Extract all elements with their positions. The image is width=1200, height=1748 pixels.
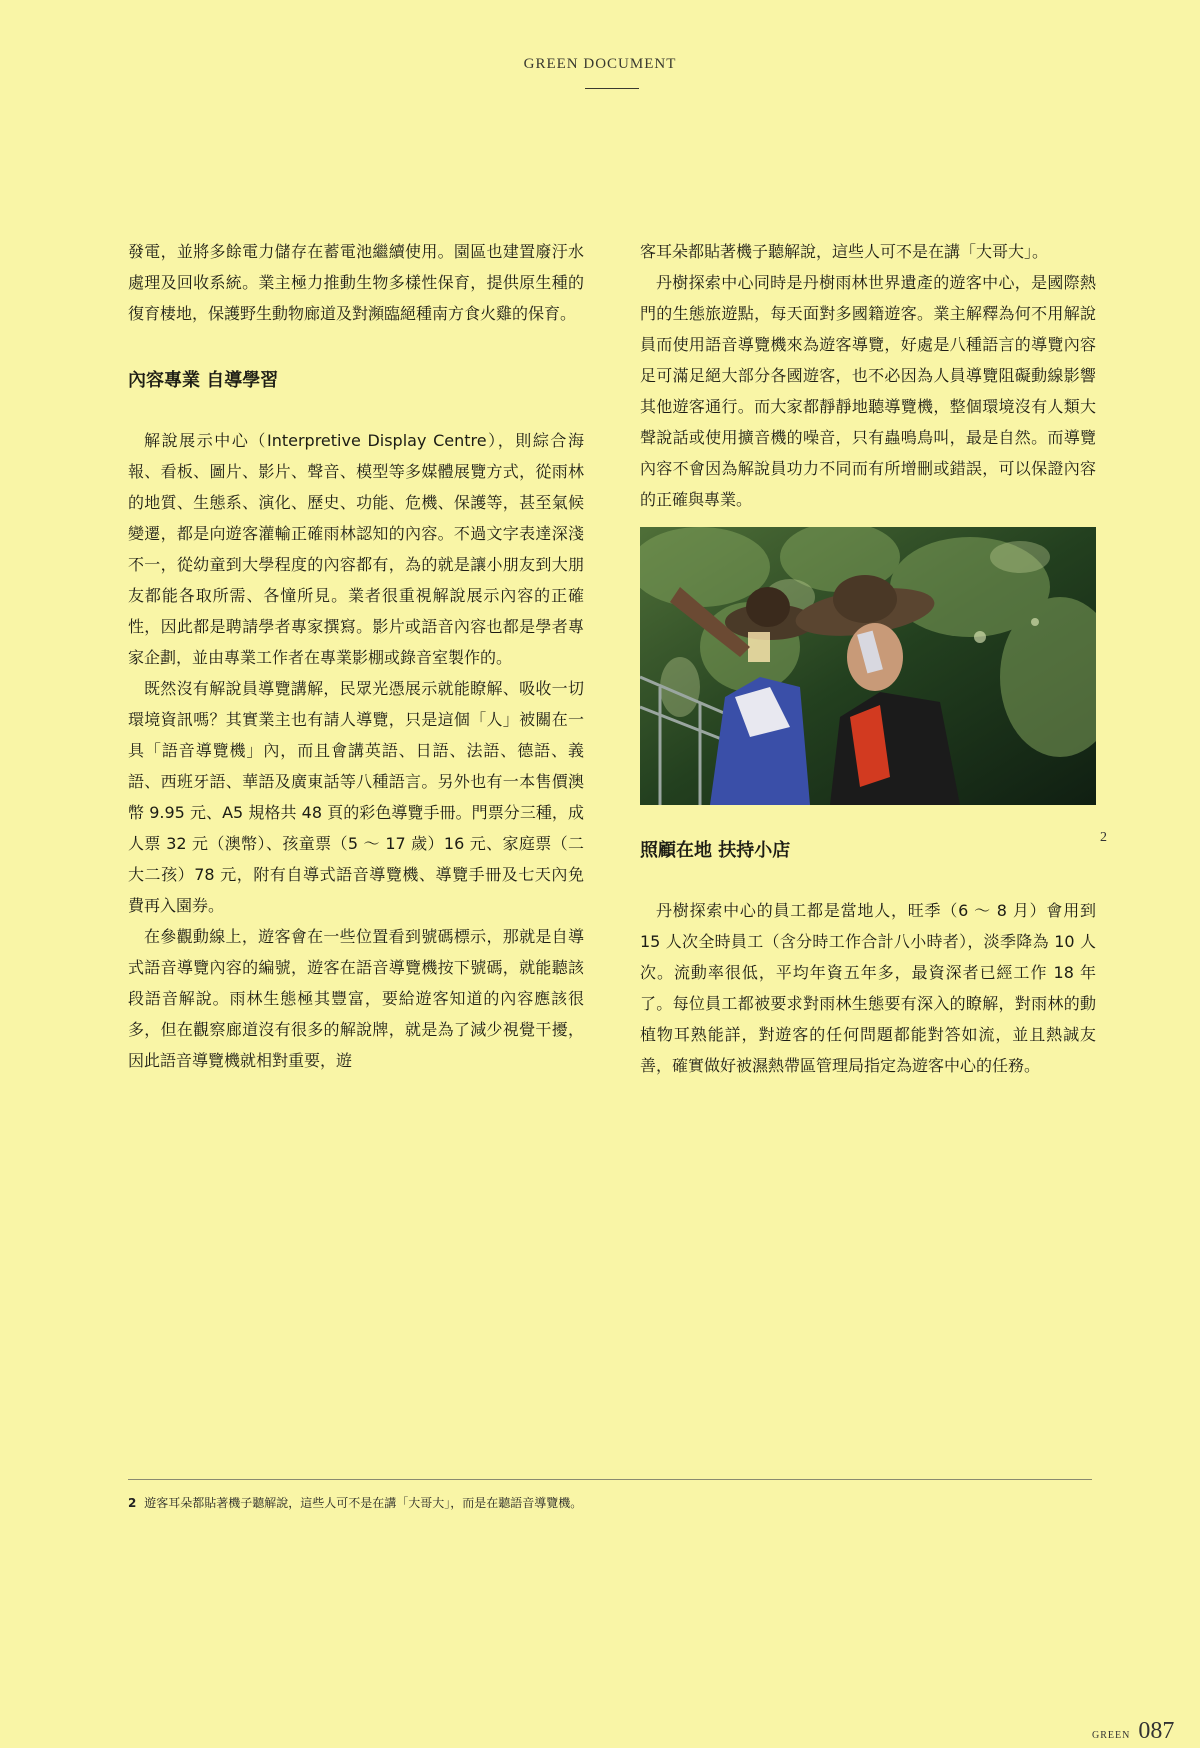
left-paragraph-4: 在參觀動線上，遊客會在一些位置看到號碼標示，那就是自導式語音導覽內容的編號，遊客在語音導覽機按下號碼，就能聽該段語音解說。雨林生態極其豐富，要給遊客知道的內容應該很多，但在觀察廊道沒有很多的解說牌，就是為了減少視覺干擾，因此語音導覽機就相對重要，遊 <box>128 927 584 1070</box>
folio-brand: GREEN <box>1092 1730 1131 1741</box>
caption-text: 遊客耳朵都貼著機子聽解說，這些人可不是在講「大哥大」，而是在聽語音導覽機。 <box>144 1496 583 1510</box>
right-column <box>640 236 1096 1081</box>
running-title-rule <box>585 88 639 89</box>
photo-caption <box>128 1494 1092 1511</box>
page-number: 087 <box>1138 1718 1175 1744</box>
caption-rule <box>128 1479 1092 1480</box>
caption-number: 2 <box>128 1496 137 1510</box>
right-paragraph-1: 客耳朵都貼著機子聽解說，這些人可不是在講「大哥大」。 <box>640 242 1049 261</box>
section-heading-2: 照顧在地 扶持小店 <box>640 840 791 861</box>
photo-illustration <box>640 527 1096 805</box>
left-paragraph-3: 既然沒有解說員導覽講解，民眾光憑展示就能瞭解、吸收一切環境資訊嗎？其實業主也有請人導覽，只是這個「人」被關在一具「語音導覽機」內，而且會講英語、日語、法語、德語、義語、西班牙語、華語及廣東話等八種語言。另外也有一本售價澳幣 9.95 元、A5 規格共 48 頁的彩色導覽手冊。門票分三種，成人票 32 元（澳幣）、孩童票（5 ～ 17 歲）16 元、家庭票（二大二孩）78 元，附有自導式語音導覽機、導覽手冊及七天內免費再入園券。 <box>128 679 584 915</box>
photo-number: 2 <box>1100 830 1107 845</box>
section-heading-1: 內容專業 自導學習 <box>128 370 279 391</box>
running-title: GREEN DOCUMENT <box>523 56 677 72</box>
left-column <box>128 236 584 1076</box>
rainforest-visitors-photo <box>640 527 1096 805</box>
right-paragraph-2: 丹樹探索中心同時是丹樹雨林世界遺產的遊客中心，是國際熱門的生態旅遊點，每天面對多國籍遊客。業主解釋為何不用解說員而使用語音導覽機來為遊客導覽，好處是八種語言的導覽內容足可滿足絕大部分各國遊客，也不必因為人員導覽阻礙動線影響其他遊客通行。而大家都靜靜地聽導覽機，整個環境沒有人類大聲說話或使用擴音機的噪音，只有蟲鳴鳥叫，最是自然。而導覽內容不會因為解說員功力不同而有所增刪或錯誤，可以保證內容的正確與專業。 <box>640 273 1096 509</box>
right-paragraph-3: 丹樹探索中心的員工都是當地人，旺季（6 ～ 8 月）會用到 15 人次全時員工（含分時工作合計八小時者），淡季降為 10 人次。流動率很低，平均年資五年多，最資深者已經工作 18 年了。每位員工都被要求對雨林生態要有深入的瞭解，對雨林的動植物耳熟能詳，對遊客的任何問題都能對答如流，並且熱誠友善，確實做好被濕熱帶區管理局指定為遊客中心的任務。 <box>640 901 1096 1075</box>
page-folio <box>1092 1718 1174 1745</box>
left-paragraph-2: 解說展示中心（Interpretive Display Centre），則綜合海報、看板、圖片、影片、聲音、模型等多媒體展覽方式，從雨林的地質、生態系、演化、歷史、功能、危機、保護等，甚至氣候變遷，都是向遊客灌輸正確雨林認知的內容。不過文字表達深淺不一，從幼童到大學程度的內容都有，為的就是讓小朋友到大朋友都能各取所需、各憧所見。業者很重視解說展示內容的正確性，因此都是聘請學者專家撰寫。影片或語音內容也都是學者專家企劃，並由專業工作者在專業影棚或錄音室製作的。 <box>128 431 584 667</box>
left-paragraph-1: 發電，並將多餘電力儲存在蓄電池繼續使用。園區也建置廢汙水處理及回收系統。業主極力推動生物多樣性保育，提供原生種的復育棲地，保護野生動物廊道及對瀕臨絕種南方食火雞的保育。 <box>128 242 584 323</box>
